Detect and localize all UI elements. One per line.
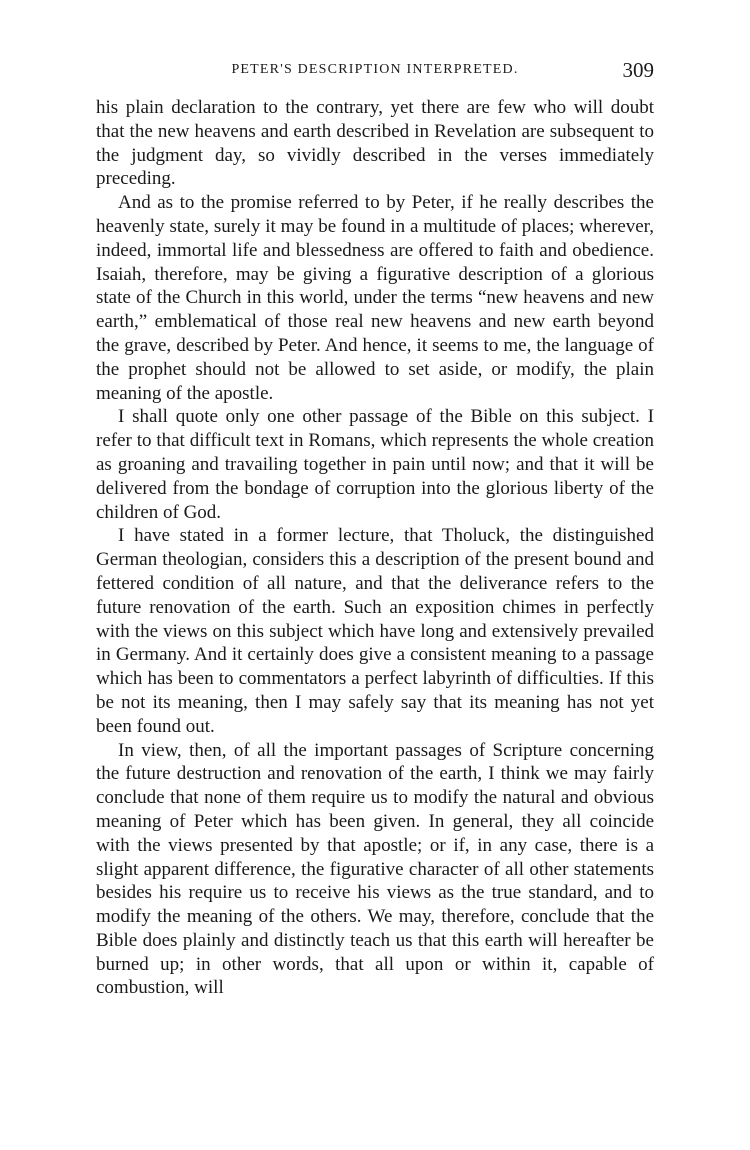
paragraph-tholuck: I have stated in a former lecture, that Tholuck, the distinguished German theologian, considers this a description of the present bound and fettered condition of all nature, and that the deliverance refers to the future renovation of the earth. Such an exposition chimes in perfectly with the views on this subject which have long and extensively prevailed in Germany. And it certainly does give a consistent meaning to a passage which has been to commentators a perfect labyrinth of difficulties. If this be not its meaning, then I may safely say that its meaning has not yet been found out.: [96, 525, 654, 737]
paragraph-promise: And as to the promise referred to by Peter, if he really describes the heavenly state, surely it may be found in a multitude of places; wherever, indeed, immortal life and blessedness are offered to faith and obedience. Isaiah, therefore, may be giving a figurative description of a glorious state of the Church in this world, under the terms “new heavens and new earth,” emblematical of those real new heavens and new earth beyond the grave, described by Peter. And hence, it seems to me, the language of the prophet should not be allowed to set aside, or modify, the plain meaning of the apostle.: [96, 192, 654, 404]
paragraph-continuation: his plain declaration to the contrary, yet there are few who will doubt that the new heavens and earth described in Revelation are subsequent to the judgment day, so vividly described in the verses immediately preceding.: [96, 97, 654, 190]
body-text: [96, 96, 654, 1000]
paragraph-romans: I shall quote only one other passage of the Bible on this subject. I refer to that difficult text in Romans, which represents the whole creation as groaning and travailing together in pain until now; and that it will be delivered from the bondage of corruption into the glorious liberty of the children of God.: [96, 406, 654, 523]
paragraph-conclusion: In view, then, of all the important passages of Scripture concerning the future destruction and renovation of the earth, I think we may fairly conclude that none of them require us to modify the natural and obvious meaning of Peter which has been given. In general, they all coincide with the views presented by that apostle; or if, in any case, there is a slight apparent difference, the figurative character of all other statements besides his require us to receive his views as the true standard, and to modify the meaning of the others. We may, therefore, conclude that the Bible does plainly and distinctly teach us that this earth will hereafter be burned up; in other words, that all upon or within it, capable of combustion, will: [96, 739, 654, 999]
running-head: [96, 58, 654, 88]
page-number: 309: [622, 58, 654, 82]
running-head-title: PETER'S DESCRIPTION INTERPRETED.: [231, 62, 519, 77]
